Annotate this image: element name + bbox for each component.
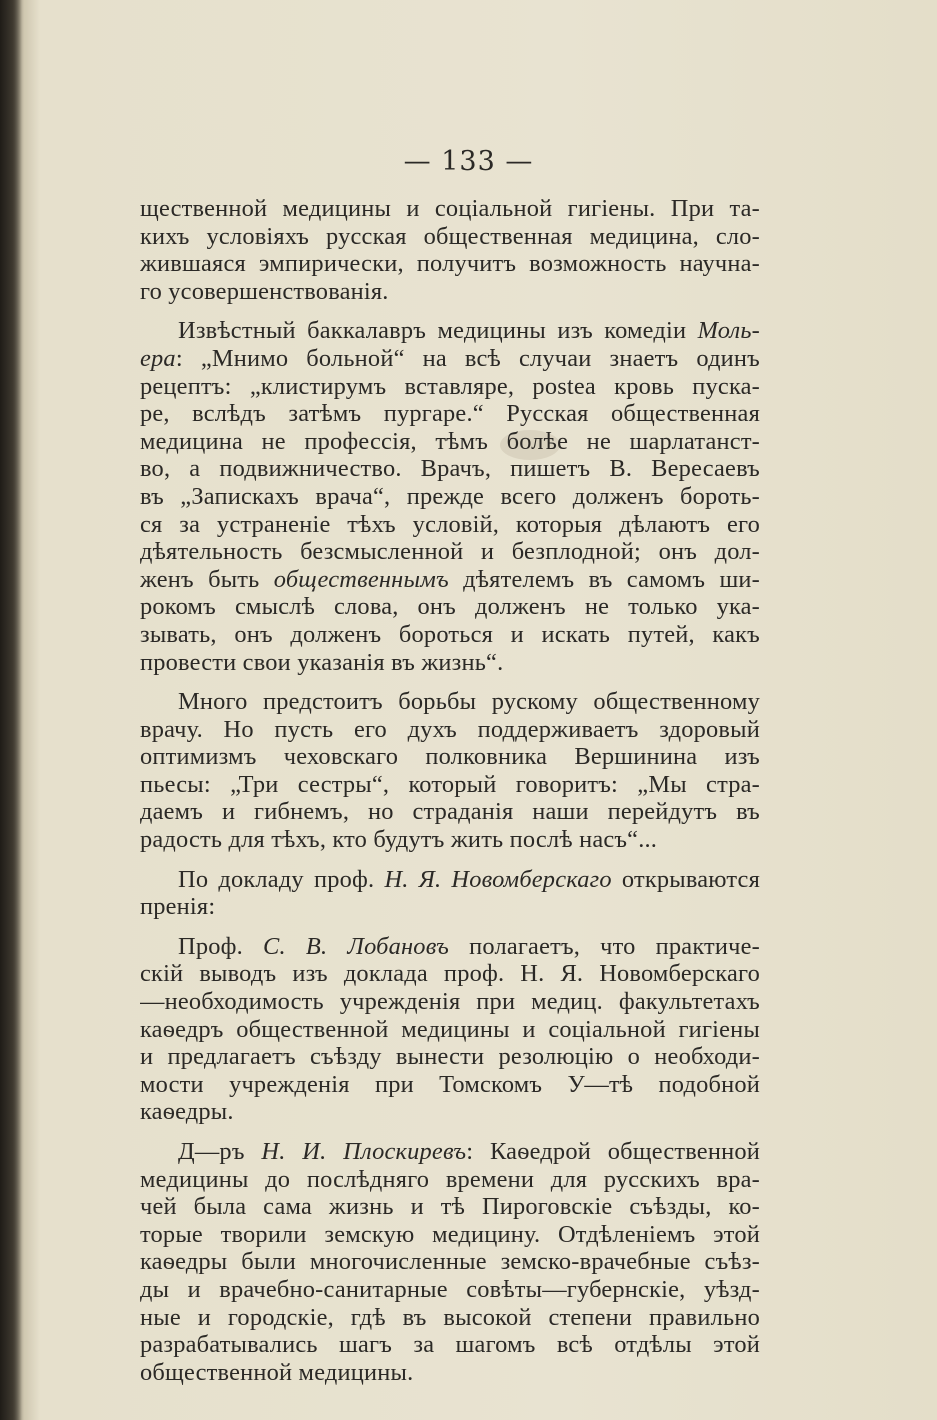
- text-line: [140, 1138, 760, 1166]
- text-line: жившаяся эмпирически, получитъ возможность научна-: [140, 250, 760, 278]
- text-line: медицина не профессія, тѣмъ болѣе не шарлатанст-: [140, 427, 760, 455]
- page-number: — 133 —: [403, 146, 534, 177]
- text-line: общественной медицины.: [140, 1358, 414, 1386]
- text-line: торые творили земскую медицину. Отдѣленіемъ этой: [140, 1220, 760, 1248]
- paragraph: [140, 866, 760, 921]
- text-line: ся за устраненіе тѣхъ условій, которыя дѣлаютъ его: [140, 510, 760, 538]
- text-line: врачу. Но пусть его духъ поддерживаетъ здоровый: [140, 715, 760, 743]
- text-line: ре, вслѣдъ затѣмъ пургаре.“ Русская общественная: [140, 400, 760, 428]
- text-line: [140, 866, 760, 894]
- italic-name: Н. И. Плоскиревъ: [261, 1138, 467, 1165]
- text-line: чей была сама жизнь и тѣ Пироговскіе съѣзды, ко-: [140, 1193, 760, 1221]
- text-line: каѳедръ общественной медицины и соціальной гигіены: [140, 1015, 760, 1043]
- text-line: каѳедры были многочисленные земско-врачебные съѣз-: [140, 1248, 760, 1276]
- text-line: ные и городскіе, гдѣ въ высокой степени правильно: [140, 1303, 760, 1331]
- text-line: рецептъ: „клистирумъ вставляре, postea кровь пуска-: [140, 372, 760, 400]
- page-text: [140, 195, 760, 1398]
- text-line: мости учрежденія при Томскомъ У—тѣ подобной: [140, 1070, 760, 1098]
- text-run: : Каѳедрой общественной: [466, 1138, 760, 1165]
- italic-name: общественнымъ: [273, 565, 449, 593]
- text-run: дѣятелемъ въ самомъ ши-: [448, 565, 760, 593]
- italic-name: Н. Я. Новомберскаго: [384, 865, 612, 893]
- text-run: : „Мнимо больной“ на всѣ случаи знаетъ одинъ: [175, 344, 760, 372]
- text-line: радость для тѣхъ, кто будутъ жить послѣ насъ“...: [140, 826, 658, 854]
- text-line: каѳедры.: [140, 1098, 234, 1126]
- italic-name: С. В. Лобановъ: [263, 932, 450, 960]
- text-line: рокомъ смыслѣ слова, онъ долженъ не только ука-: [140, 593, 760, 621]
- paragraph: [140, 317, 760, 676]
- text-run: По докладу проф.: [178, 865, 385, 893]
- text-run: Проф.: [178, 932, 263, 960]
- text-line: —необходимость учрежденія при медиц. факультетахъ: [140, 988, 760, 1016]
- text-line: оптимизмъ чеховскаго полковника Вершинина изъ: [140, 743, 760, 771]
- paragraph: [140, 1138, 760, 1386]
- text-line: дѣятельность безсмысленной и безплодной; онъ дол-: [140, 538, 760, 566]
- text-run: Д—ръ: [178, 1138, 262, 1165]
- text-line: [140, 345, 760, 373]
- text-line: во, а подвижничество. Врачъ, пишетъ В. Вересаевъ: [140, 455, 760, 483]
- text-line: скій выводъ изъ доклада проф. Н. Я. Новомберскаго: [140, 960, 760, 988]
- text-line: пьесы: „Три сестры“, который говоритъ: „Мы стра-: [140, 770, 760, 798]
- text-run: полагаетъ, что практиче-: [449, 932, 760, 960]
- paragraph: [140, 688, 760, 854]
- text-line: даемъ и гибнемъ, но страданія наши перейдутъ въ: [140, 798, 760, 826]
- text-line: въ „Запискахъ врача“, прежде всего долженъ бороть-: [140, 482, 760, 510]
- italic-name: Моль-: [697, 317, 760, 345]
- text-line: Много предстоитъ борьбы рускому общественному: [178, 688, 760, 716]
- text-line: и предлагаетъ съѣзду вынести резолюцію о необходи-: [140, 1043, 760, 1071]
- text-line: кихъ условіяхъ русская общественная медицина, сло-: [140, 222, 760, 250]
- text-line: го усовершенствованія.: [140, 277, 389, 305]
- text-line: зывать, онъ долженъ бороться и искать путей, какъ: [140, 620, 760, 648]
- text-line: щественной медицины и соціальной гигіены. При та-: [140, 195, 760, 222]
- text-line: пренія:: [140, 893, 216, 921]
- paragraph: [140, 195, 760, 305]
- text-line: [140, 317, 760, 345]
- book-binding-edge: [0, 0, 22, 1420]
- text-run: Извѣстный баккалавръ медицины изъ комедіи: [178, 317, 698, 345]
- text-line: разрабатывались шагъ за шагомъ всѣ отдѣлы этой: [140, 1331, 760, 1359]
- italic-name: ера: [140, 344, 176, 372]
- text-line: медицины до послѣдняго времени для русскихъ вра-: [140, 1165, 760, 1193]
- text-run: женъ быть: [140, 565, 274, 593]
- text-line: [140, 566, 760, 594]
- paragraph: [140, 933, 760, 1126]
- text-line: ды и врачебно-санитарные совѣты—губернскіе, уѣзд-: [140, 1275, 760, 1303]
- text-run: открываются: [611, 865, 760, 893]
- text-line: провести свои указанія въ жизнь“.: [140, 648, 504, 676]
- text-line: [140, 933, 760, 961]
